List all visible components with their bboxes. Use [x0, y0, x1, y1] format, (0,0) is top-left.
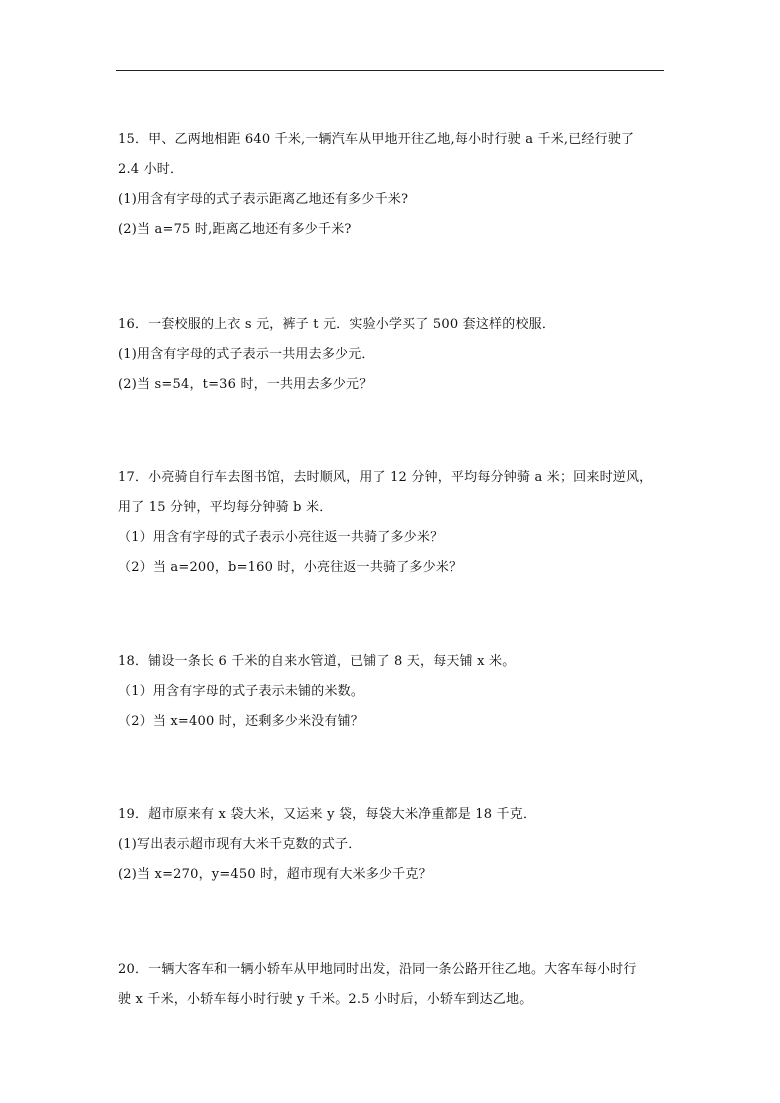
problem-19-line-1: 19．超市原来有 x 袋大米，又运来 y 袋，每袋大米净重都是 18 千克． — [118, 807, 537, 822]
problem-20 — [118, 955, 678, 1015]
problem-15-part-2: (2)当 a=75 时,距离乙地还有多少千米? — [118, 222, 352, 237]
problem-15-line-2: 2.4 小时． — [118, 162, 184, 177]
problem-19-part-2: (2)当 x=270，y=450 时，超市现有大米多少千克？ — [118, 867, 432, 882]
problem-19 — [118, 800, 678, 890]
problem-17-part-1: （1）用含有字母的式子表示小亮往返一共骑了多少米？ — [118, 530, 444, 545]
problem-17-line-1: 17．小亮骑自行车去图书馆，去时顺风，用了 12 分钟，平均每分钟骑 a 米；回来时逆风， — [118, 470, 653, 485]
problem-15 — [118, 125, 678, 245]
problem-17-line-2: 用了 15 分钟，平均每分钟骑 b 米． — [118, 500, 333, 515]
header-rule — [116, 70, 664, 71]
problem-18 — [118, 647, 678, 737]
problem-18-part-2: （2）当 x=400 时，还剩多少米没有铺？ — [118, 714, 364, 729]
problem-17 — [118, 463, 678, 583]
problem-20-line-1: 20．一辆大客车和一辆小轿车从甲地同时出发，沿同一条公路开往乙地。大客车每小时行 — [118, 962, 637, 977]
problem-16-line-1: 16．一套校服的上衣 s 元，裤子 t 元．实验小学买了 500 套这样的校服． — [118, 317, 556, 332]
problem-15-line-1: 15．甲、乙两地相距 640 千米,一辆汽车从甲地开往乙地,每小时行驶 a 千米,已经行驶了 — [118, 132, 635, 147]
problem-18-line-1: 18．铺设一条长 6 千米的自来水管道，已铺了 8 天，每天铺 x 米。 — [118, 654, 516, 669]
problem-17-part-2: （2）当 a=200，b=160 时，小亮往返一共骑了多少米？ — [118, 560, 463, 575]
problem-18-part-1: （1）用含有字母的式子表示未铺的米数。 — [118, 684, 365, 699]
problem-16-part-2: (2)当 s=54，t=36 时，一共用去多少元？ — [118, 377, 373, 392]
problem-16 — [118, 310, 678, 400]
problem-15-part-1: (1)用含有字母的式子表示距离乙地还有多少千米? — [118, 192, 409, 207]
problem-19-part-1: (1)写出表示超市现有大米千克数的式子． — [118, 837, 362, 852]
problem-16-part-1: (1)用含有字母的式子表示一共用去多少元． — [118, 347, 375, 362]
problem-20-line-2: 驶 x 千米，小轿车每小时行驶 y 千米。2.5 小时后，小轿车到达乙地。 — [118, 992, 533, 1007]
